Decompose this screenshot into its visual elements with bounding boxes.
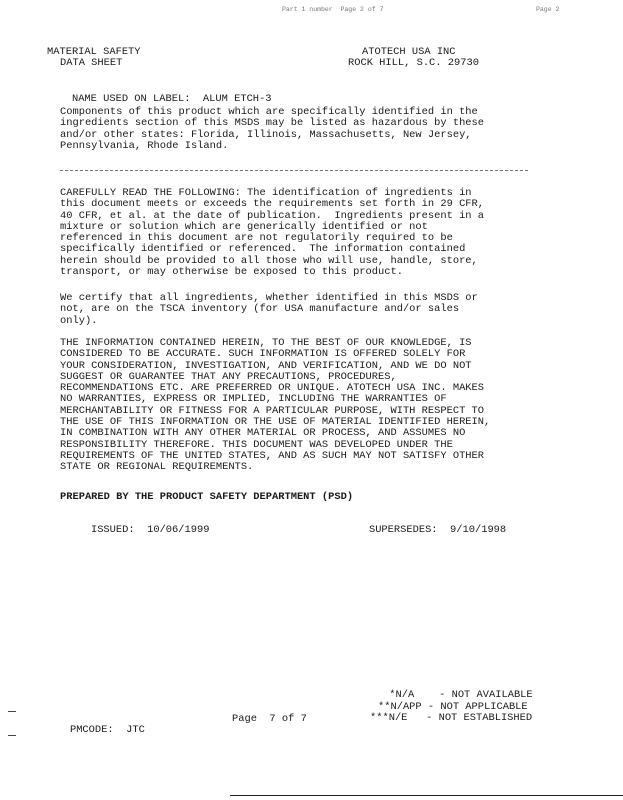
pmcode-label: PMCODE:: [69, 724, 114, 737]
issued-date: [66, 514, 209, 548]
prepared-by: PREPARED BY THE PRODUCT SAFETY DEPARTMENT (PSD): [60, 491, 354, 503]
supersedes-date: [344, 514, 506, 548]
pmcode: [45, 714, 145, 748]
pmcode-value: JTC: [126, 724, 145, 737]
scan-mark-left-1: [8, 711, 16, 712]
tsca-paragraph: We certify that all ingredients, whether identified in this MSDS or not, are on the TSCA inventory (for USA manufacture and/or sales only).: [60, 292, 478, 327]
fax-page-number: Page 2: [536, 6, 560, 13]
company-location: ROCK HILL, S.C. 29730: [348, 57, 479, 69]
issued-label: ISSUED:: [90, 524, 135, 537]
disclaimer-paragraph: THE INFORMATION CONTAINED HEREIN, TO THE BEST OF OUR KNOWLEDGE, IS CONSIDERED TO BE ACCURATE. SUCH INFORMATION IS OFFERED SOLELY FOR YOUR CONSIDERATION, INVESTIGATION, AND VERIFICATION, AND WE DO NOT SUGGEST OR GUARANTEE THAT ANY PRECAUTIONS, PROCEDURES, RECOMMENDATIONS ETC. ARE PREFERRED OR UNIQUE. ATOTECH USA INC. MAKES NO WARRANTIES, EXPRESS OR IMPLIED, INCLUDING THE WARRANTIES OF MERCHANTABILITY OR FITNESS FOR A PARTICULAR PURPOSE, WITH RESPECT TO THE USE OF THIS INFORMATION OR THE USE OF MATERIAL IDENTIFIED HEREIN, IN COMBINATION WITH ANY OTHER MATERIAL OR PROCESS, AND ASSUMES NO RESPONSIBILITY THEREFORE. THIS DOCUMENT WAS DEVELOPED UNDER THE REQUIREMENTS OF THE UNITED STATES, AND AS SUCH MAY NOT SATISFY OTHER STATE OR REGIONAL REQUIREMENTS.: [60, 337, 491, 474]
supersedes-label: SUPERSEDES:: [368, 524, 438, 537]
product-name: ALUM ETCH-3: [202, 93, 272, 106]
supersedes-value: 9/10/1998: [450, 524, 507, 537]
legend-not-available: *N/A - NOT AVAILABLE: [383, 689, 533, 701]
page-number: Page 7 of 7: [232, 713, 307, 725]
legend-not-applicable: **N/APP - NOT APPLICABLE: [378, 701, 528, 713]
careful-read-paragraph: CAREFULLY READ THE FOLLOWING: The identification of ingredients in this document meets or exceeds the requirements set forth in 29 CFR, 40 CFR, et al. at the date of publication. Ingredients present in a mixture or solution which are generically identified or not referenced in this document are not regulatorily required to be specifically identified or referenced. The information contained herein should be provided to all those who will use, handle, store, transport, or may otherwise be exposed to this product.: [60, 187, 485, 279]
document-title-line1: MATERIAL SAFETY: [47, 46, 141, 58]
legend-not-established: ***N/E - NOT ESTABLISHED: [370, 712, 533, 724]
section-divider: [60, 170, 528, 171]
scan-mark-left-2: [8, 735, 16, 736]
issued-value: 10/06/1999: [147, 524, 210, 537]
company-name: ATOTECH USA INC: [362, 46, 456, 58]
fax-header-text: Part 1 number Page 2 of 7: [282, 6, 384, 13]
document-title-line2: DATA SHEET: [60, 57, 123, 69]
state-hazard-paragraph: Components of this product which are specifically identified in the ingredients section of this MSDS may be listed as hazardous by these and/or other states: Florida, Illinois, Massachusetts, New Jersey, Pennsylvania, Rhode Island.: [60, 106, 485, 152]
bottom-scan-line: [230, 795, 623, 796]
product-label-caption: NAME USED ON LABEL:: [71, 93, 191, 106]
